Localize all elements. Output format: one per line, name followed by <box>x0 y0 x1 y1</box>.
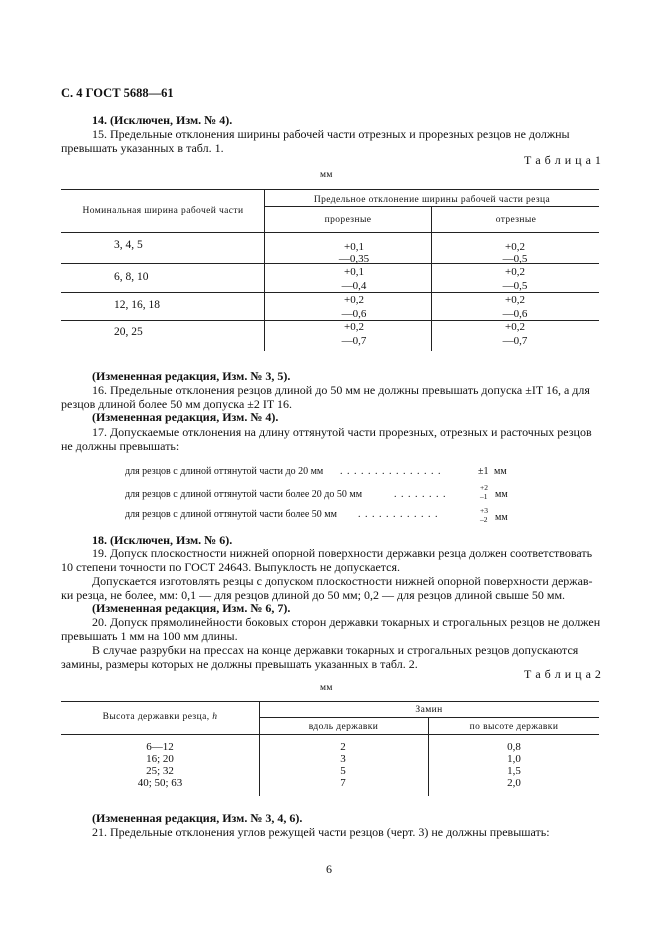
paragraph-20b-line1: В случае разрубки на прессах на конце державки токарных и строгальных резцов допускаются <box>92 643 579 657</box>
paragraph-19b-line2: ки резца, не более, мм: 0,1 — для резцов длиной до 50 мм; 0,2 — для резцов длиной свыше 50 мм. <box>61 588 566 602</box>
paragraph-15-line2: превышать указанных в табл. 1. <box>61 141 224 155</box>
edit-note-3-5: (Измененная редакция, Изм. № 3, 5). <box>92 369 291 383</box>
table1-row1-b-up: +0,2 <box>505 241 525 253</box>
paragraph-20-line1: 20. Допуск прямолинейности боковых сторон державки токарных и строгальных резцов не должен <box>92 615 601 629</box>
table1-row2-width: 6, 8, 10 <box>114 271 149 283</box>
table1-row3-b-low: —0,6 <box>502 308 528 320</box>
paragraph-21: 21. Предельные отклонения углов режущей части резцов (черт. 3) не должны превышать: <box>92 825 550 839</box>
tolerance-3-unit: мм <box>495 512 508 523</box>
table1-row4-a-up: +0,2 <box>344 321 364 333</box>
page-number: 6 <box>326 862 332 876</box>
page-header: С. 4 ГОСТ 5688—61 <box>61 86 174 100</box>
paragraph-14 <box>92 113 232 127</box>
paragraph-17-line2: не должны превышать: <box>61 439 180 453</box>
table2-unit: мм <box>320 683 333 693</box>
tolerance-1-dots: . . . . . . . . . . . . . . . <box>340 466 442 477</box>
tolerance-3-dots: . . . . . . . . . . . . <box>358 509 439 520</box>
table1-row3-a-low: —0,6 <box>341 308 367 320</box>
paragraph-19b-line1: Допускается изготовлять резцы с допуском плоскостности нижней опорной поверхности держав- <box>92 574 593 588</box>
tolerance-1-text: для резцов с длиной оттянутой части до 20 мм <box>125 466 324 477</box>
table1-unit: мм <box>320 170 333 180</box>
table1-header-nominal: Номинальная ширина рабочей части <box>82 206 244 216</box>
table2-row4-b: 2,0 <box>507 777 521 789</box>
table1-header-b: отрезные <box>495 215 537 225</box>
table1-row1-a-low: —0,35 <box>338 253 370 265</box>
table1-row3-b-up: +0,2 <box>505 294 525 306</box>
table2-caption: Т а б л и ц а 2 <box>524 667 602 681</box>
tolerance-2-sup: +2 <box>480 483 488 492</box>
table1-row1-width: 3, 4, 5 <box>114 239 143 251</box>
edit-note-4: (Измененная редакция, Изм. № 4). <box>92 410 279 424</box>
table1-row3-width: 12, 16, 18 <box>114 299 160 311</box>
table2-header-group: Замин <box>415 705 443 715</box>
table2-row2-h: 16; 20 <box>146 753 174 765</box>
table1-row1-b-low: —0,5 <box>502 253 528 265</box>
paragraph-19-line2: 10 степени точности по ГОСТ 24643. Выпуклость не допускается. <box>61 560 401 574</box>
table1-header-a: прорезные <box>324 215 372 225</box>
paragraph-15-line1: 15. Предельные отклонения ширины рабочей части отрезных и прорезных резцов не должны <box>92 127 570 141</box>
tolerance-2-text: для резцов с длиной оттянутой части более 20 до 50 мм <box>125 489 363 500</box>
table1-row2-b-up: +0,2 <box>505 266 525 278</box>
tolerance-3-sup: +3 <box>480 506 488 515</box>
table2-row3-b: 1,5 <box>507 765 521 777</box>
paragraph-20-line2: превышать 1 мм на 100 мм длины. <box>61 629 238 643</box>
table2-row3-a: 5 <box>340 765 346 777</box>
table1-row2-a-low: —0,4 <box>341 280 367 292</box>
table1-row4-a-low: —0,7 <box>341 335 367 347</box>
table2-header-height <box>62 710 258 724</box>
paragraph-16-line1: 16. Предельные отклонения резцов длиной до 50 мм не должны превышать допуска ±IT 16, а для <box>92 383 590 397</box>
paragraph-16-line2: резцов длиной более 50 мм допуска ±2 IT 16. <box>61 397 292 411</box>
tolerance-1-value: ±1 <box>478 466 489 477</box>
table2-header-a: вдоль державки <box>308 722 379 732</box>
table1-caption: Т а б л и ц а 1 <box>524 153 602 167</box>
tolerance-2-unit: мм <box>495 489 508 500</box>
tolerance-1-unit: мм <box>494 466 507 477</box>
table1-row2-b-low: —0,5 <box>502 280 528 292</box>
table2-row2-b: 1,0 <box>507 753 521 765</box>
table2-row3-h: 25; 32 <box>146 765 174 777</box>
table1-header-group: Предельное отклонение ширины рабочей части резца <box>313 195 551 205</box>
table1-row4-b-up: +0,2 <box>505 321 525 333</box>
paragraph-20b-line2: замины, размеры которых не должны превышать указанных в табл. 2. <box>61 657 418 671</box>
table2-row2-a: 3 <box>340 753 346 765</box>
paragraph-14-text: 14. (Исключен, Изм. № 4). <box>92 113 233 127</box>
table2-header-height-text: Высота державки резца, h <box>102 712 218 722</box>
paragraph-17-line1: 17. Допускаемые отклонения на длину оттянутой части прорезных, отрезных и расточных резцов <box>92 425 592 439</box>
table2-row4-a: 7 <box>340 777 346 789</box>
tolerance-2-dots: . . . . . . . . <box>394 489 447 500</box>
edit-note-6-7: (Измененная редакция, Изм. № 6, 7). <box>92 601 291 615</box>
tolerance-3-text: для резцов с длиной оттянутой части более 50 мм <box>125 509 337 520</box>
edit-note-3-4-6: (Измененная редакция, Изм. № 3, 4, 6). <box>92 811 303 825</box>
paragraph-19-line1: 19. Допуск плоскостности нижней опорной поверхности державки резца должен соответствовать <box>92 546 593 560</box>
table1-row3-a-up: +0,2 <box>344 294 364 306</box>
table2-row1-b: 0,8 <box>507 741 521 753</box>
table1-row2-a-up: +0,1 <box>344 266 364 278</box>
tolerance-3-sub: –2 <box>480 515 488 524</box>
table1-row1-a-up: +0,1 <box>344 241 364 253</box>
table1-row4-b-low: —0,7 <box>502 335 528 347</box>
tolerance-2-sub: –1 <box>480 492 488 501</box>
table2-row1-h: 6—12 <box>146 741 174 753</box>
paragraph-18: 18. (Исключен, Изм. № 6). <box>92 533 233 547</box>
table2-header-b: по высоте державки <box>469 722 559 732</box>
table2-row1-a: 2 <box>340 741 346 753</box>
table2-row4-h: 40; 50; 63 <box>137 777 183 789</box>
table1-row4-width: 20, 25 <box>114 326 143 338</box>
